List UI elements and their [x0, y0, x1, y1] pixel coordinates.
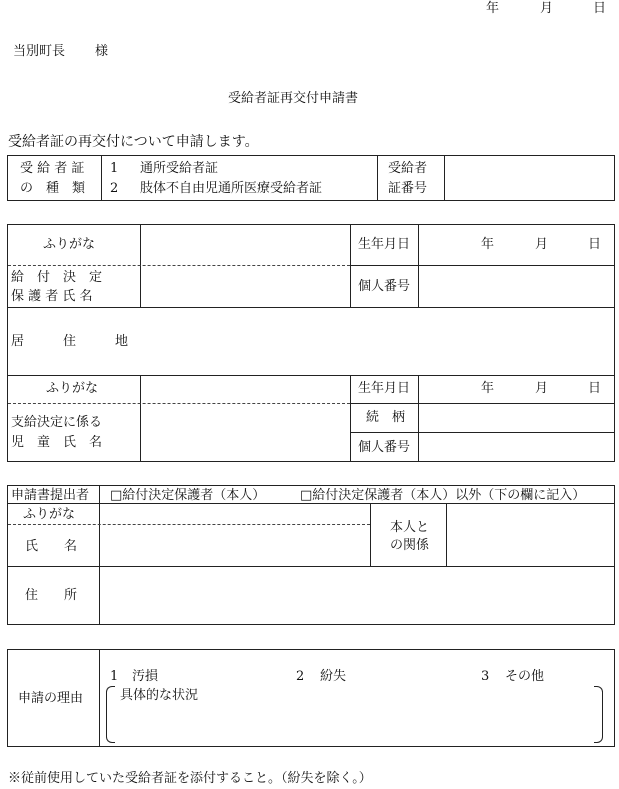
date-month: 月 — [540, 1, 554, 16]
cert-type-label-2: の 種 類 — [20, 181, 86, 196]
reason-opt1-num: 1 — [110, 669, 119, 684]
reason-label: 申請の理由 — [18, 691, 84, 706]
date-day: 日 — [593, 1, 607, 16]
guardian-birth-month: 月 — [535, 237, 549, 252]
submitter-address-field[interactable] — [101, 568, 613, 623]
reason-opt3-num: 3 — [481, 669, 490, 684]
guardian-address-field[interactable] — [142, 309, 613, 374]
cert-type-label-1: 受 給 者 証 — [20, 161, 85, 176]
intro-text: 受給者証の再交付について申請します。 — [8, 134, 259, 150]
guardian-id-label: 個人番号 — [358, 279, 411, 294]
submitter-label: 申請書提出者 — [11, 488, 90, 503]
child-id-label: 個人番号 — [358, 440, 411, 455]
child-furigana-field[interactable] — [142, 377, 348, 402]
submitter-relation-label-1: 本人と — [390, 520, 430, 535]
addressee-honorific: 様 — [95, 44, 109, 59]
child-birth-year: 年 — [481, 381, 495, 396]
guardian-birth-label: 生年月日 — [358, 237, 411, 252]
submitter-address-label: 住 所 — [25, 588, 78, 603]
reason-opt2-num: 2 — [296, 669, 305, 684]
child-birth-month: 月 — [535, 381, 549, 396]
guardian-id-field[interactable] — [420, 267, 613, 306]
submitter-option-other[interactable]: □給付決定保護者（本人）以外（下の欄に記入） — [300, 488, 586, 503]
addressee-name: 当別町長 — [13, 44, 66, 59]
child-id-field[interactable] — [420, 434, 613, 460]
submitter-furigana-field[interactable] — [101, 505, 369, 523]
guardian-birth-year: 年 — [481, 237, 495, 252]
child-name-label-2: 児 童 氏 名 — [11, 435, 103, 450]
guardian-birth-day: 日 — [588, 237, 602, 252]
submitter-relation-field[interactable] — [448, 505, 613, 565]
child-birth-day: 日 — [588, 381, 602, 396]
child-relation-field[interactable] — [420, 405, 613, 431]
left-bracket — [106, 686, 115, 743]
right-bracket — [594, 686, 603, 743]
guardian-furigana-label: ふりがな — [43, 237, 96, 252]
cert-option2-text: 肢体不自由児通所医療受給者証 — [140, 181, 323, 196]
reason-detail-field[interactable] — [120, 705, 590, 739]
cert-option1-num: 1 — [110, 161, 119, 176]
footnote: ※従前使用していた受給者証を添付すること。（紛失を除く。） — [8, 771, 372, 786]
page-title: 受給者証再交付申請書 — [228, 91, 359, 106]
child-name-label-1: 支給決定に係る — [11, 415, 103, 430]
submitter-name-field[interactable] — [101, 526, 369, 565]
cert-option2-num: 2 — [110, 181, 119, 196]
child-relation-label: 続 柄 — [366, 410, 406, 425]
guardian-name-label-1: 給 付 決 定 — [11, 270, 103, 285]
guardian-address-label: 居 住 地 — [11, 334, 129, 349]
cert-number-label-2: 証番号 — [388, 181, 428, 196]
child-furigana-label: ふりがな — [46, 381, 99, 396]
cert-number-label-1: 受給者 — [388, 161, 428, 176]
guardian-furigana-field[interactable] — [142, 226, 348, 264]
submitter-furigana-label: ふりがな — [23, 507, 76, 522]
date-year: 年 — [486, 1, 500, 16]
guardian-name-label-2: 保 護 者 氏 名 — [11, 289, 93, 304]
reason-opt2-text[interactable]: 紛失 — [320, 669, 347, 684]
reason-detail-label: 具体的な状況 — [120, 688, 199, 703]
submitter-relation-label-2: の関係 — [390, 538, 430, 553]
reason-opt3-text[interactable]: その他 — [505, 669, 545, 684]
cert-number-field[interactable] — [446, 157, 613, 199]
submitter-name-label: 氏 名 — [25, 539, 78, 554]
child-birth-label: 生年月日 — [358, 381, 411, 396]
cert-option1-text: 通所受給者証 — [140, 161, 219, 176]
guardian-name-field[interactable] — [142, 267, 348, 306]
reason-opt1-text[interactable]: 汚損 — [132, 669, 159, 684]
submitter-option-self[interactable]: □給付決定保護者（本人） — [110, 488, 266, 503]
child-name-field[interactable] — [142, 405, 348, 460]
